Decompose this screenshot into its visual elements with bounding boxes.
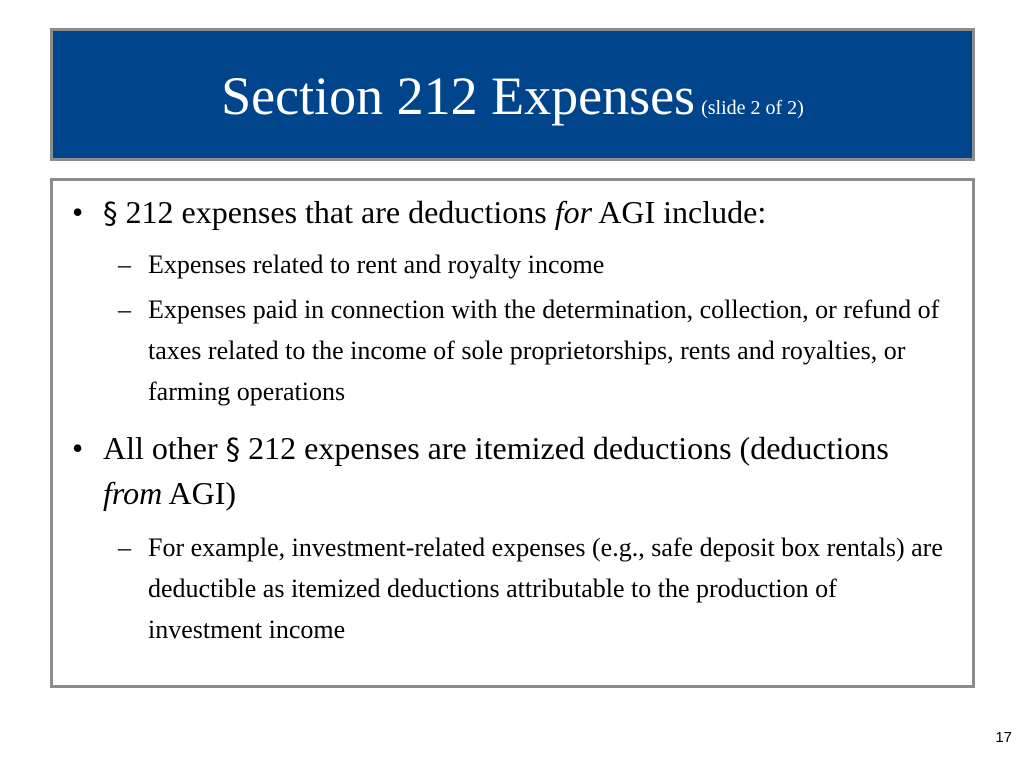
slide-title (221, 65, 804, 127)
sub-item-tax-determination (53, 289, 972, 412)
bullet-text: 212 expenses that are deductions (117, 194, 555, 230)
bullet-item-for-agi (53, 193, 972, 232)
sub-item-text: Expenses paid in connection with the determination, collection, or refund of taxes related to the income of sole proprietorships, rents and royalties, or farming operations (148, 295, 940, 406)
sub-item-rent-royalty (53, 244, 972, 285)
bullet-item-itemized (53, 426, 972, 515)
sub-item-text: For example, investment-related expenses (e.g., safe deposit box rentals) are deductible as itemized deductions attributable to the production of investment income (148, 533, 943, 644)
dash-marker: – (118, 295, 131, 324)
bullet-text: AGI include: (592, 194, 767, 230)
title-bar (50, 28, 975, 161)
dash-marker: – (118, 533, 131, 562)
section-symbol: § (103, 196, 118, 230)
content-box (50, 178, 975, 688)
bullet-text: 212 expenses are itemized deductions (deductions (240, 430, 889, 466)
emphasis-text: for (554, 194, 593, 230)
section-symbol: § (225, 432, 241, 466)
bullet-text: AGI) (162, 475, 237, 511)
emphasis-text: from (103, 475, 163, 511)
bullet-marker: • (72, 430, 84, 466)
sub-item-investment-example (53, 527, 972, 650)
title-suffix: (slide 2 of 2) (701, 96, 804, 119)
sub-item-text: Expenses related to rent and royalty income (148, 250, 605, 279)
page-number: 17 (995, 729, 1012, 746)
bullet-marker: • (72, 194, 84, 230)
bullet-text: All other (103, 430, 226, 466)
bullet-list (53, 193, 972, 654)
dash-marker: – (118, 250, 131, 279)
title-text: Section 212 Expenses (221, 65, 696, 126)
